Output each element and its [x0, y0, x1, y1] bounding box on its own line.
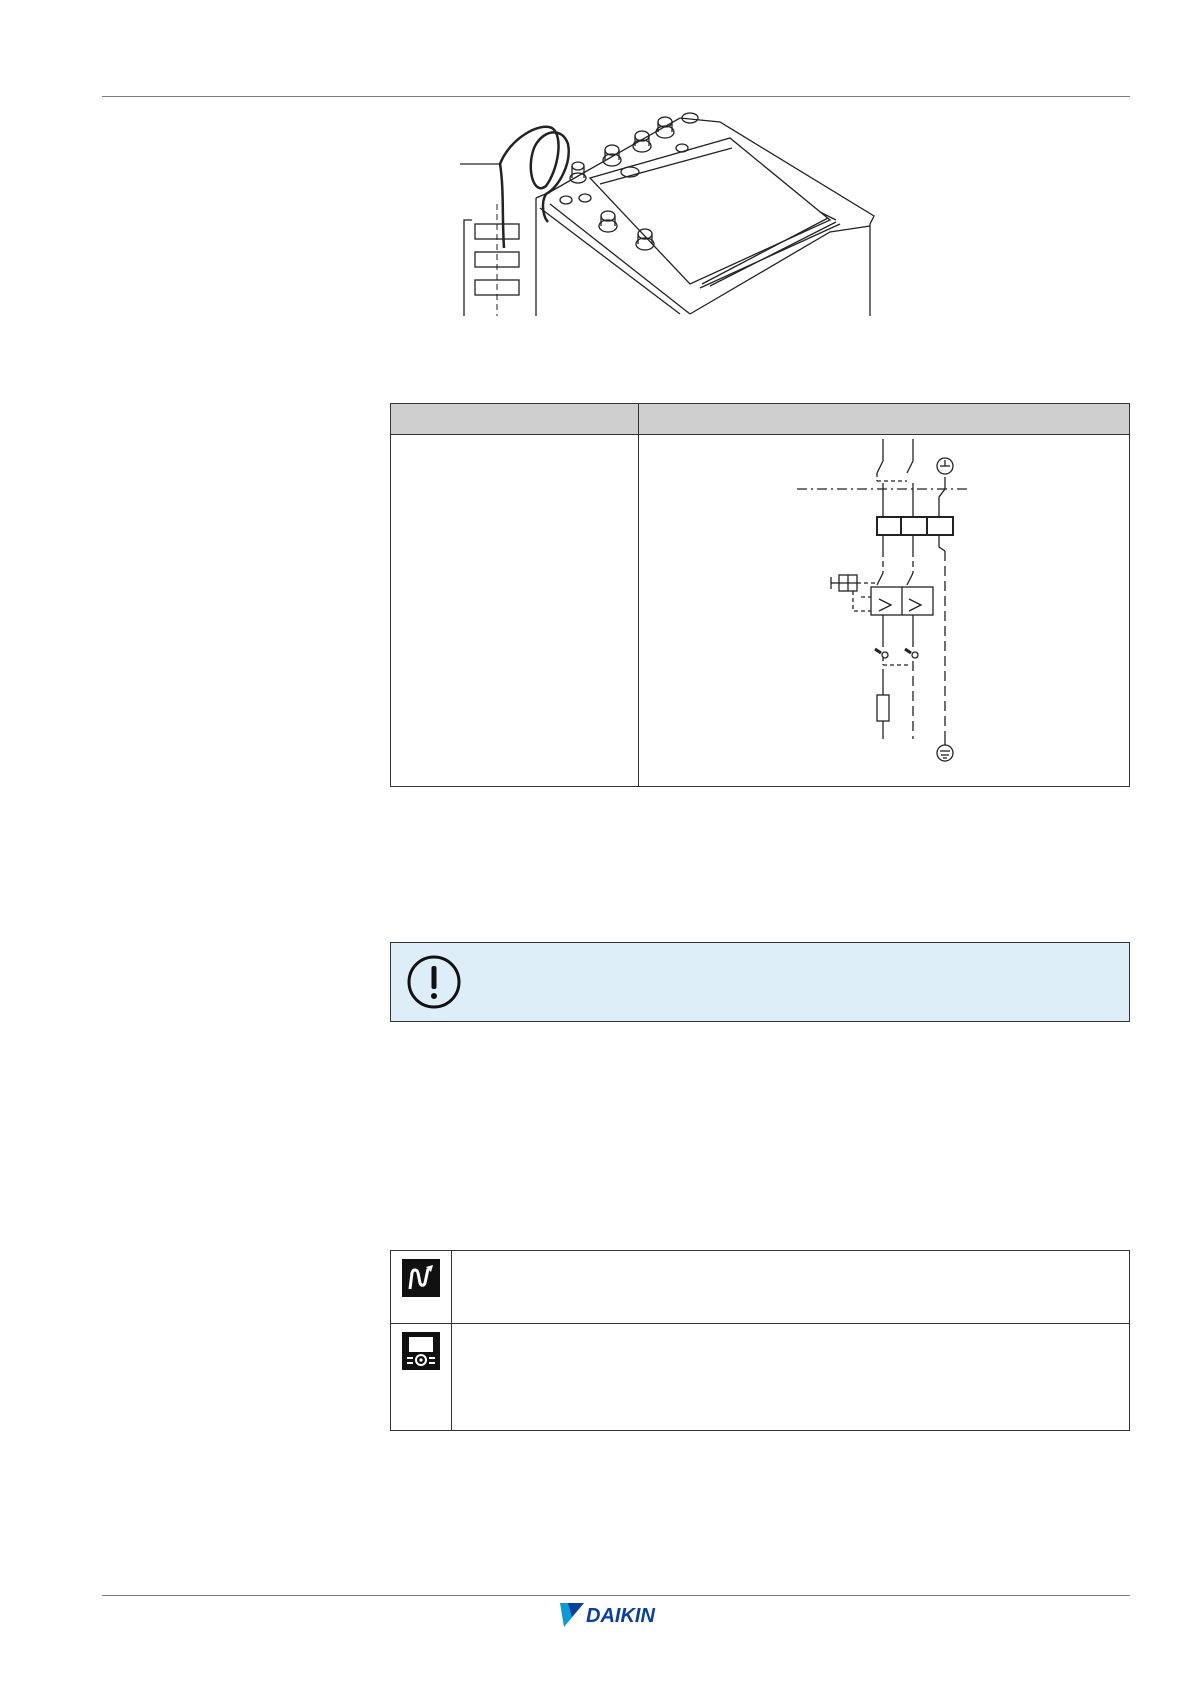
exclamation-circle-icon — [406, 954, 462, 1010]
footer-rule — [102, 1595, 1130, 1596]
notice-box — [390, 942, 1130, 1022]
installer-icon — [402, 1259, 440, 1297]
table-header-cell — [391, 404, 639, 435]
header-rule — [102, 96, 1130, 97]
icon-cell — [391, 1251, 452, 1324]
daikin-logo — [560, 1601, 684, 1627]
table-row — [391, 1251, 1130, 1324]
electrical-spec-table — [390, 403, 1130, 787]
table-cell — [452, 1324, 1130, 1431]
user-interface-icon — [402, 1332, 440, 1370]
icon-cell — [391, 1324, 452, 1431]
table-row — [391, 435, 1130, 787]
svg-text:DAIKIN: DAIKIN — [586, 1605, 655, 1627]
wiring-diagram — [639, 439, 1129, 785]
unit-top-view-figure — [440, 108, 910, 316]
wiring-diagram-cell — [639, 435, 1130, 787]
table-cell — [391, 435, 639, 787]
icon-table — [390, 1250, 1130, 1431]
table-header-row — [391, 404, 1130, 435]
table-row — [391, 1324, 1130, 1431]
table-cell — [452, 1251, 1130, 1324]
table-header-cell — [639, 404, 1130, 435]
